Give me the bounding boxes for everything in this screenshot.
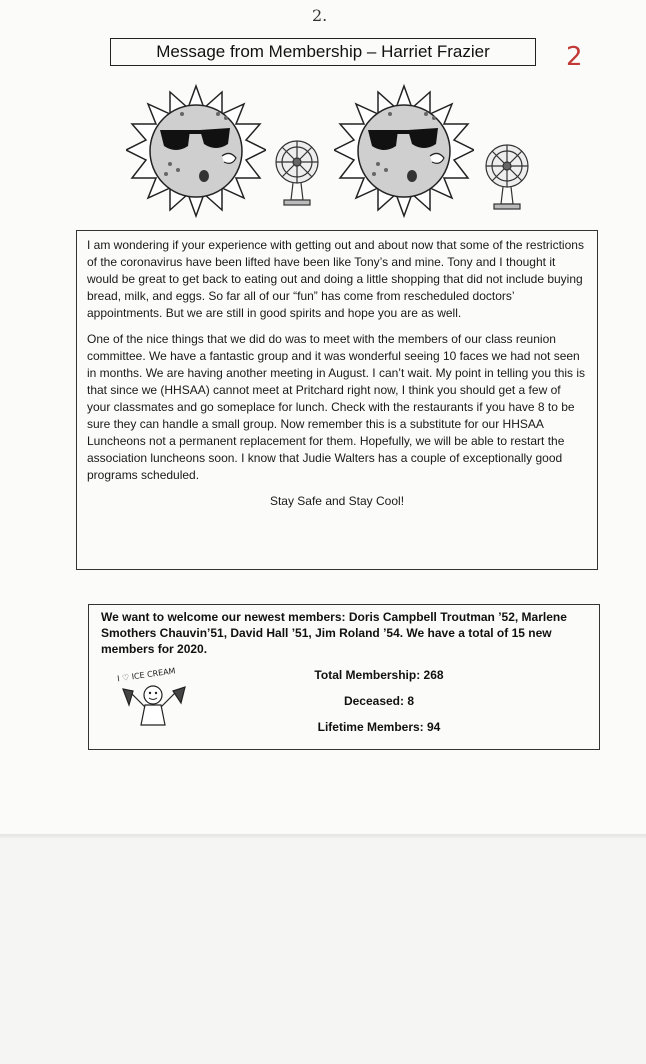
ice-cream-kid-icon [109, 665, 199, 731]
new-members-welcome: We want to welcome our newest members: Doris Campbell Troutman ’52, Marlene Smothers Chauvin’51, David Hall ’51, Jim Roland ’54. We have a total of 15 new members for 2020. [101, 610, 567, 656]
deceased-count: Deceased: 8 [343, 694, 415, 708]
message-paragraph: One of the nice things that we did do was to meet with the members of our class reunion committee. We have a fantastic group and it was wonderful seeing 10 faces we had not seen in months. We are having another meeting in August. I can’t wait. My point in telling you this is that since we (HHSAA) cannot meet at Pritchard right now, I think you should get a few of your classmates and go someplace for lunch. Check with the restaurants if you have 8 to be sure they can handle a small group. Now remember this is a substitute for our HHSAA Luncheons not a permanent replacement for them. Hopefully, we will be able to restart the association luncheons soon. I know that Judie Walters has a couple of exceptionally good programs scheduled. [87, 332, 586, 482]
blank-page-area [0, 838, 646, 1064]
lifetime-members: Lifetime Members: 94 [317, 720, 441, 734]
total-membership: Total Membership: 268 [314, 668, 444, 682]
section-title: Message from Membership – Harriet Frazier [156, 42, 490, 61]
membership-stats [269, 667, 489, 745]
desk-fan-icon [272, 138, 322, 208]
handwritten-page-number: 2 [566, 42, 583, 72]
sun-sunglasses-icon [334, 84, 474, 218]
sun-sunglasses-icon [126, 84, 266, 218]
icecream-caption: I ♡ ICE CREAM [116, 666, 177, 684]
message-sign-off: Stay Safe and Stay Cool! [269, 494, 405, 508]
section-title-box [110, 38, 536, 66]
membership-message-box [76, 230, 598, 570]
message-paragraph: I am wondering if your experience with getting out and about now that some of the restrictions of the coronavirus have been lifted have been like Tony’s and mine. Tony and I thought it would be great to get back to eating out and doing a little shopping that did not include buying bread, milk, and eggs. So far all of our “fun” has come from rescheduled doctors’ appointments. But we are still in good spirits and hope you are as well. [87, 238, 584, 320]
handwritten-page-mark: 2. [312, 6, 328, 25]
desk-fan-icon [482, 142, 532, 212]
new-members-box [88, 604, 600, 750]
